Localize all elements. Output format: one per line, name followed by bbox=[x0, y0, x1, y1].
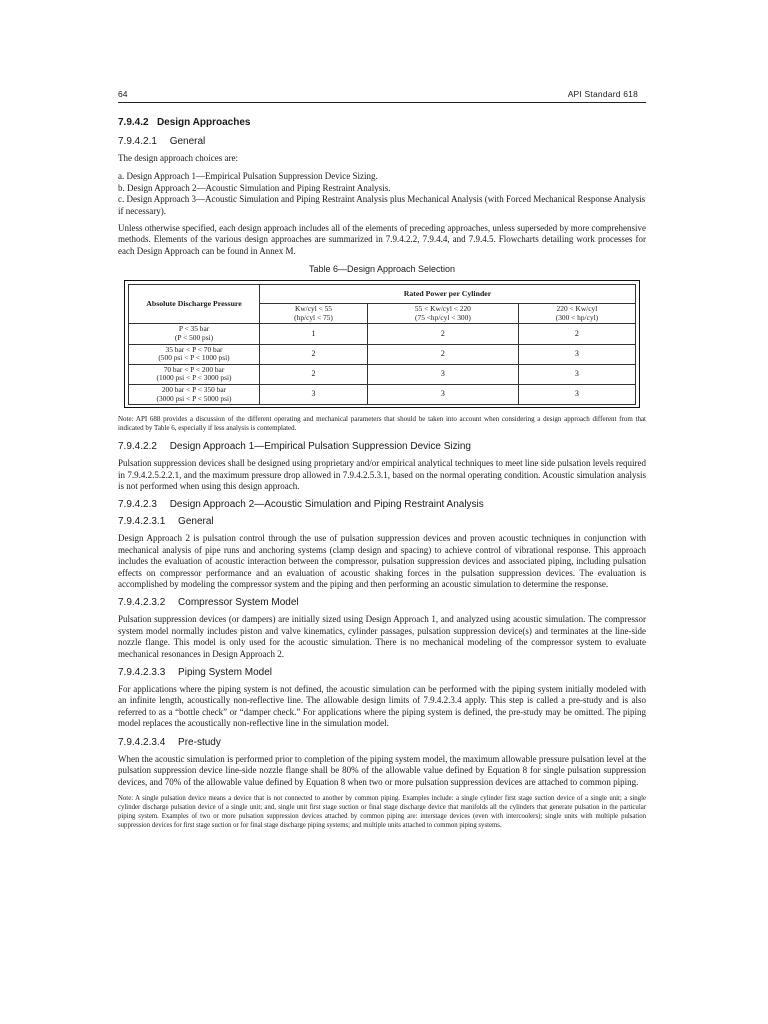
section-title: Design Approaches bbox=[156, 117, 251, 128]
subsection-number: 7.9.4.2.1 bbox=[118, 136, 157, 147]
subsection-heading-piping-model bbox=[118, 667, 646, 678]
subsection-heading-da2-general bbox=[118, 516, 646, 527]
table-row bbox=[129, 364, 636, 384]
col-header-pressure: Absolute Discharge Pressure bbox=[129, 285, 260, 324]
table-row bbox=[129, 344, 636, 364]
list-item: b. Design Approach 2—Acoustic Simulation and Piping Restraint Analysis. bbox=[118, 182, 391, 193]
value-cell: 3 bbox=[260, 385, 368, 405]
value-cell: 1 bbox=[260, 324, 368, 344]
table-row bbox=[129, 385, 636, 405]
value-cell: 2 bbox=[260, 344, 368, 364]
subsection-number: 7.9.4.2.3 bbox=[118, 499, 157, 511]
pressure-cell: 70 bar < P < 200 bar (1000 psi < P < 3000 psi) bbox=[129, 364, 260, 384]
page-number: 64 bbox=[118, 89, 128, 99]
subsection-title: Piping System Model bbox=[178, 667, 272, 679]
subsection-number: 7.9.4.2.2 bbox=[118, 441, 157, 453]
paragraph-intro: The design approach choices are: bbox=[118, 153, 238, 163]
value-cell: 2 bbox=[260, 364, 368, 384]
subsection-heading-prestudy bbox=[118, 737, 646, 748]
value-cell: 3 bbox=[368, 364, 519, 384]
value-cell: 2 bbox=[368, 324, 519, 344]
subsection-number: 7.9.4.2.3.3 bbox=[118, 667, 166, 679]
pressure-cell: P < 35 bar (P < 500 psi) bbox=[129, 324, 260, 344]
power-header: Kw/cyl < 55 (hp/cyl < 75) bbox=[260, 304, 368, 324]
subsection-title: Pre-study bbox=[178, 736, 221, 748]
header-rule bbox=[118, 102, 646, 103]
power-header: 220 < Kw/cyl (300 < hp/cyl) bbox=[518, 304, 635, 324]
section-heading bbox=[118, 117, 646, 128]
pressure-cell: 200 bar < P < 350 bar (3000 psi < P < 5000 psi) bbox=[129, 385, 260, 405]
subsection-heading-general bbox=[118, 136, 646, 147]
subsection-title: Compressor System Model bbox=[178, 597, 299, 609]
list-item: a. Design Approach 1—Empirical Pulsation Suppression Device Sizing. bbox=[118, 171, 378, 182]
subsection-title: Design Approach 1—Empirical Pulsation Suppression Device Sizing bbox=[169, 441, 471, 453]
pressure-cell: 35 bar < P < 70 bar (500 psi < P < 1000 psi) bbox=[129, 344, 260, 364]
running-header bbox=[118, 89, 646, 99]
page-content bbox=[118, 117, 646, 831]
section-number: 7.9.4.2 bbox=[118, 117, 149, 128]
value-cell: 2 bbox=[518, 324, 635, 344]
subsection-number: 7.9.4.2.3.4 bbox=[118, 736, 166, 748]
prestudy-note: Note: A single pulsation device means a device that is not connected to another by common piping. Examples include: a single cylinder first stage suction device of a single unit; a single cylinder discharge pulsation device of a single unit; and, single unit first stage suction or final stage discharge device that manifolds all the cylinders that generate pulsation in the particular piping system. Examples of two or more pulsation suppression devices attached by common piping are: interstage devices (even with intercoolers); single units with multiple pulsation suppression devices for first stage suction or for final stage discharge piping systems; and multiple units attached to common piping systems. bbox=[118, 794, 646, 829]
subsection-title: General bbox=[178, 516, 214, 528]
value-cell: 3 bbox=[368, 385, 519, 405]
table-row bbox=[129, 324, 636, 344]
standard-title: API Standard 618 bbox=[567, 89, 638, 99]
table-caption: Table 6—Design Approach Selection bbox=[308, 264, 456, 275]
paragraph-compressor-model: Pulsation suppression devices (or dampers) are initially sized using Design Approach 1, and analyzed using acoustic simulation. The compressor system model normally includes piston and valve kinematics, cylinder passages, pulsation suppression device(s) and terminates at the line-side nozzle flange. This model is only used for the acoustic simulation. There is no mechanical modeling of the compressor system to evaluate mechanical resonances in Design Approach 2. bbox=[118, 614, 646, 659]
value-cell: 2 bbox=[368, 344, 519, 364]
subsection-heading-da2 bbox=[118, 499, 646, 510]
subsection-heading-da1 bbox=[118, 441, 646, 452]
value-cell: 3 bbox=[518, 385, 635, 405]
paragraph-da2-general: Design Approach 2 is pulsation control through the use of pulsation suppression devices and proven acoustic techniques in conjunction with mechanical analysis of pipe runs and anchoring systems (clamp design and spacing) to achieve control of vibrational response. This approach includes the evaluation of acoustic interaction between the compressor, pulsation suppression devices and associated piping, including pulsation effects on compressor performance and an evaluation of acoustic shaking forces in the pulsation suppression devices. The evaluation is accomplished by modeling the compressor system and the piping and then performing an acoustic simulation to determine the response. bbox=[118, 533, 646, 590]
subsection-number: 7.9.4.2.3.1 bbox=[118, 516, 166, 528]
col-header-rated-power: Rated Power per Cylinder bbox=[260, 285, 636, 304]
subsection-title: Design Approach 2—Acoustic Simulation and Piping Restraint Analysis bbox=[169, 499, 484, 511]
subsection-heading-compressor-model bbox=[118, 597, 646, 608]
design-approach-list bbox=[118, 171, 646, 217]
paragraph-piping-model: For applications where the piping system is not defined, the acoustic simulation can be performed with the piping system initially modeled with an infinite length, acoustically non-reflective line. The allowable design limits of 7.9.4.2.3.4 apply. This step is called a pre-study and is also referred to as a “bottle check” or “damper check.” For applications where the piping system is defined, the pre-study may be omitted. The piping model replaces the acoustically non-reflective line in the simulation model. bbox=[118, 684, 646, 729]
value-cell: 3 bbox=[518, 364, 635, 384]
table-note: Note: API 688 provides a discussion of the different operating and mechanical parameters that should be taken into account when considering a design approach different from that indicated by Table 6, especially if less analysis is contemplated. bbox=[118, 415, 646, 433]
design-approach-table bbox=[124, 280, 640, 408]
paragraph-general: Unless otherwise specified, each design approach includes all of the elements of preceding approaches, unless superseded by more comprehensive methods. Elements of the various design approaches are summarized in 7.9.4.2.2, 7.9.4.4, and 7.9.4.5. Flowcharts detailing work processes for each Design Approach can be found in Annex M. bbox=[118, 223, 646, 256]
list-item: c. Design Approach 3—Acoustic Simulation and Piping Restraint Analysis plus Mechanical Analysis (with Forced Mechanical Response Analysis if necessary). bbox=[118, 194, 646, 216]
value-cell: 3 bbox=[518, 344, 635, 364]
subsection-title: General bbox=[169, 136, 206, 147]
power-header: 55 < Kw/cyl < 220 (75 <hp/cyl < 300) bbox=[368, 304, 519, 324]
subsection-number: 7.9.4.2.3.2 bbox=[118, 597, 166, 609]
paragraph-da1: Pulsation suppression devices shall be designed using proprietary and/or empirical analytical techniques to meet line side pulsation levels required in 7.9.4.2.5.2.2.1, and the maximum pressure drop allowed in 7.9.4.2.5.3.1, based on the normal operating condition. Acoustic simulation analysis is not performed when using this design approach. bbox=[118, 458, 646, 491]
paragraph-prestudy: When the acoustic simulation is performed prior to completion of the piping system model, the maximum allowable pressure pulsation level at the pulsation suppression device line-side nozzle flange shall be 80% of the allowable value defined by Equation 8 for single pulsation suppression devices, and 70% of the allowable value defined by Equation 8 when two or more pulsation suppression devices are attached to common piping. bbox=[118, 753, 646, 787]
